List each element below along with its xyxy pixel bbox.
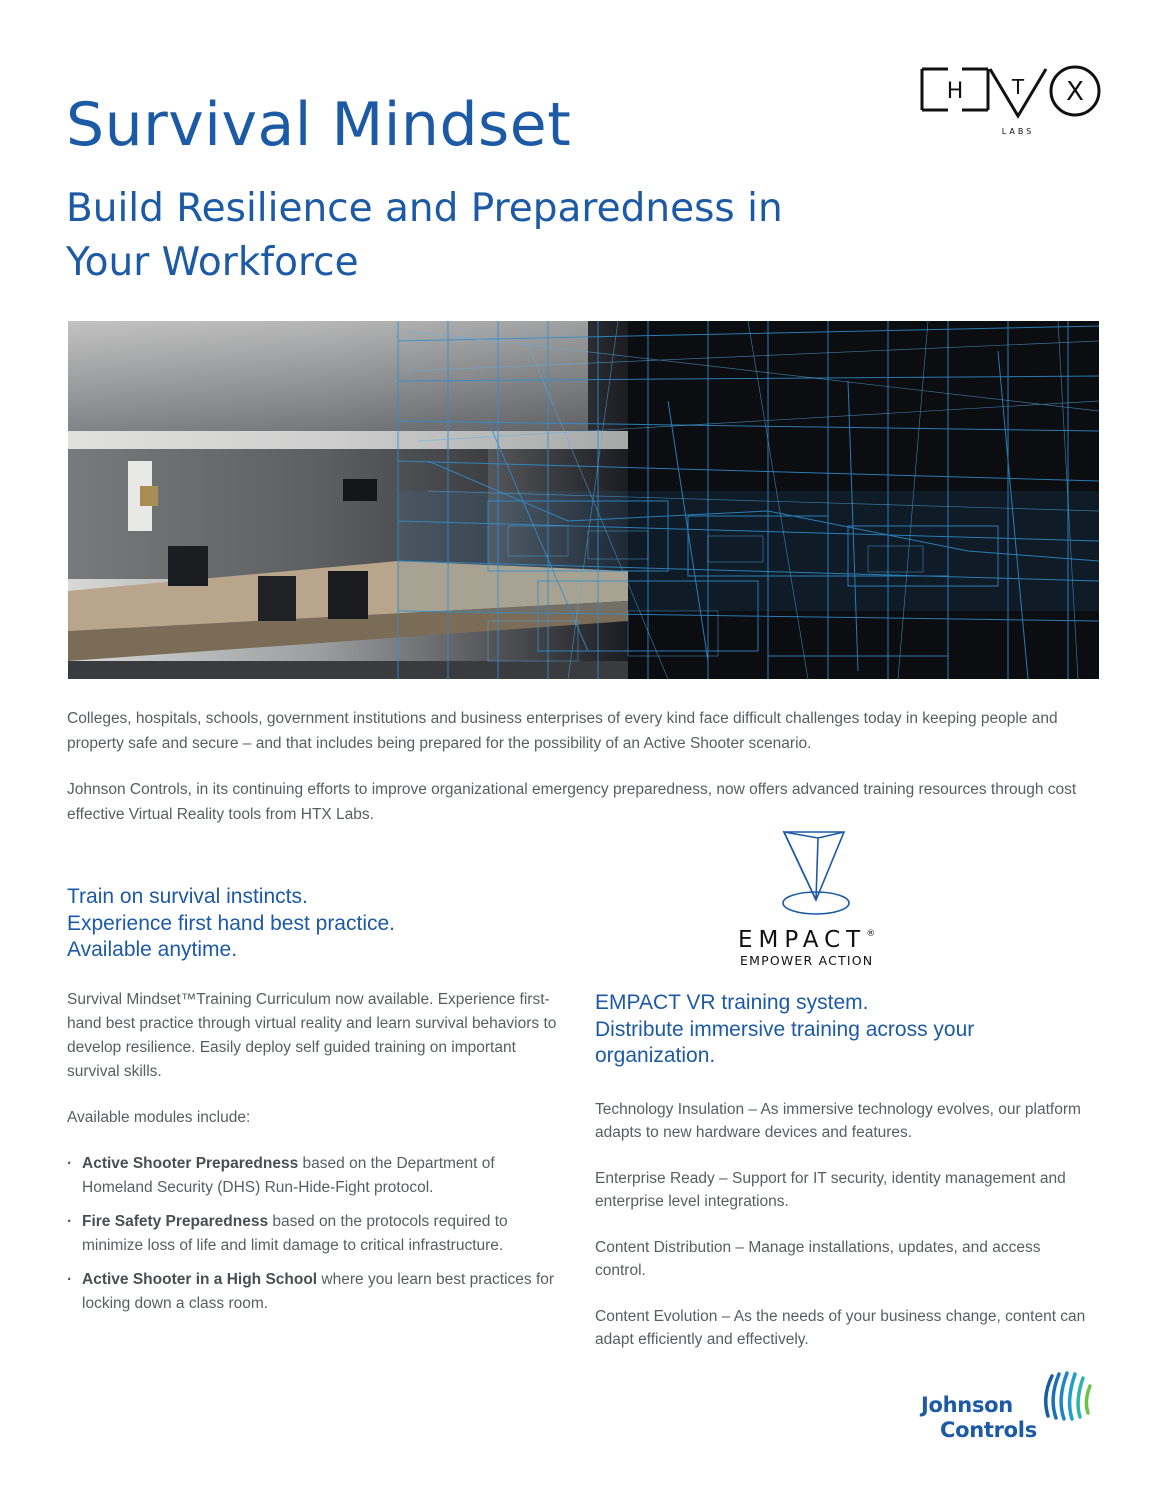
empact-name: EMPACT bbox=[738, 927, 867, 953]
module-description: based on the protocols required to minimize loss of life and limit damage to critical infrastructure. bbox=[82, 1212, 508, 1254]
jc-line: Johnson bbox=[921, 1393, 1013, 1417]
list-item bbox=[67, 1210, 562, 1258]
page-subtitle bbox=[66, 182, 826, 290]
modules-intro: Available modules include: bbox=[67, 1108, 251, 1126]
htx-labs-logo bbox=[920, 64, 1102, 138]
module-description: where you learn best practices for locking down a class room. bbox=[82, 1270, 555, 1312]
intro-paragraph: Johnson Controls, in its continuing efforts to improve organizational emergency preparedness, now offers advanced training resources through cost effective Virtual Reality tools from HTX Labs. bbox=[67, 781, 1077, 823]
list-item bbox=[67, 1152, 562, 1200]
headline-line: Distribute immersive training across your bbox=[595, 1017, 975, 1041]
feature-list bbox=[595, 1098, 1095, 1352]
headline-line: Experience first hand best practice. bbox=[67, 911, 396, 935]
htx-letter-h: H bbox=[946, 79, 964, 104]
left-column bbox=[67, 884, 562, 1326]
headline-line: EMPACT VR training system. bbox=[595, 991, 869, 1014]
empact-tagline: EMPOWER ACTION bbox=[740, 953, 874, 968]
headline-line: Available anytime. bbox=[67, 938, 238, 961]
registered-mark: ® bbox=[866, 929, 876, 939]
headline-line: organization. bbox=[595, 1044, 716, 1067]
hero-illustration bbox=[68, 321, 1099, 679]
htx-letter-t: T bbox=[1011, 75, 1025, 99]
headline-line: Train on survival instincts. bbox=[67, 885, 308, 908]
right-column bbox=[595, 990, 1095, 1374]
list-item bbox=[67, 1268, 562, 1316]
module-title: Fire Safety Preparedness bbox=[82, 1212, 269, 1230]
empact-wordmark bbox=[738, 927, 875, 953]
intro-paragraph: Colleges, hospitals, schools, government institutions and business enterprises of every kind face difficult challenges today in keeping people and property safe and secure – and that includes being prepared for the possibility of an Active Shooter scenario. bbox=[67, 710, 1058, 752]
page-title: Survival Mindset bbox=[66, 90, 572, 160]
module-title: Active Shooter in a High School bbox=[82, 1270, 318, 1288]
feature-item: Content Distribution – Manage installations, updates, and access control. bbox=[595, 1238, 1041, 1279]
curriculum-description: Survival Mindset™Training Curriculum now available. Experience first-hand best practice through virtual reality and learn survival behaviors to develop resilience. Easily deploy self guided training on important survival skills. bbox=[67, 990, 557, 1080]
feature-item: Technology Insulation – As immersive technology evolves, our platform adapts to new hardware devices and features. bbox=[595, 1100, 1081, 1141]
htx-letter-x: X bbox=[1066, 77, 1084, 107]
subtitle-line: Build Resilience and Preparedness in bbox=[66, 186, 783, 231]
johnson-controls-wordmark bbox=[921, 1393, 1037, 1443]
htx-labs-tagline: LABS bbox=[1001, 127, 1035, 136]
jc-line: Controls bbox=[940, 1418, 1037, 1442]
left-headline bbox=[67, 884, 562, 964]
modules-list bbox=[67, 1152, 562, 1316]
subtitle-line: Your Workforce bbox=[66, 240, 359, 285]
feature-item: Enterprise Ready – Support for IT security, identity management and enterprise level integrations. bbox=[595, 1169, 1066, 1210]
right-headline bbox=[595, 990, 1095, 1070]
johnson-controls-mark-icon bbox=[1038, 1368, 1096, 1428]
feature-item: Content Evolution – As the needs of your business change, content can adapt efficiently and effectively. bbox=[595, 1307, 1086, 1348]
module-title: Active Shooter Preparedness bbox=[82, 1154, 299, 1172]
module-description: based on the Department of Homeland Security (DHS) Run-Hide-Fight protocol. bbox=[82, 1154, 495, 1196]
hero-vr-office-image bbox=[68, 321, 1099, 679]
